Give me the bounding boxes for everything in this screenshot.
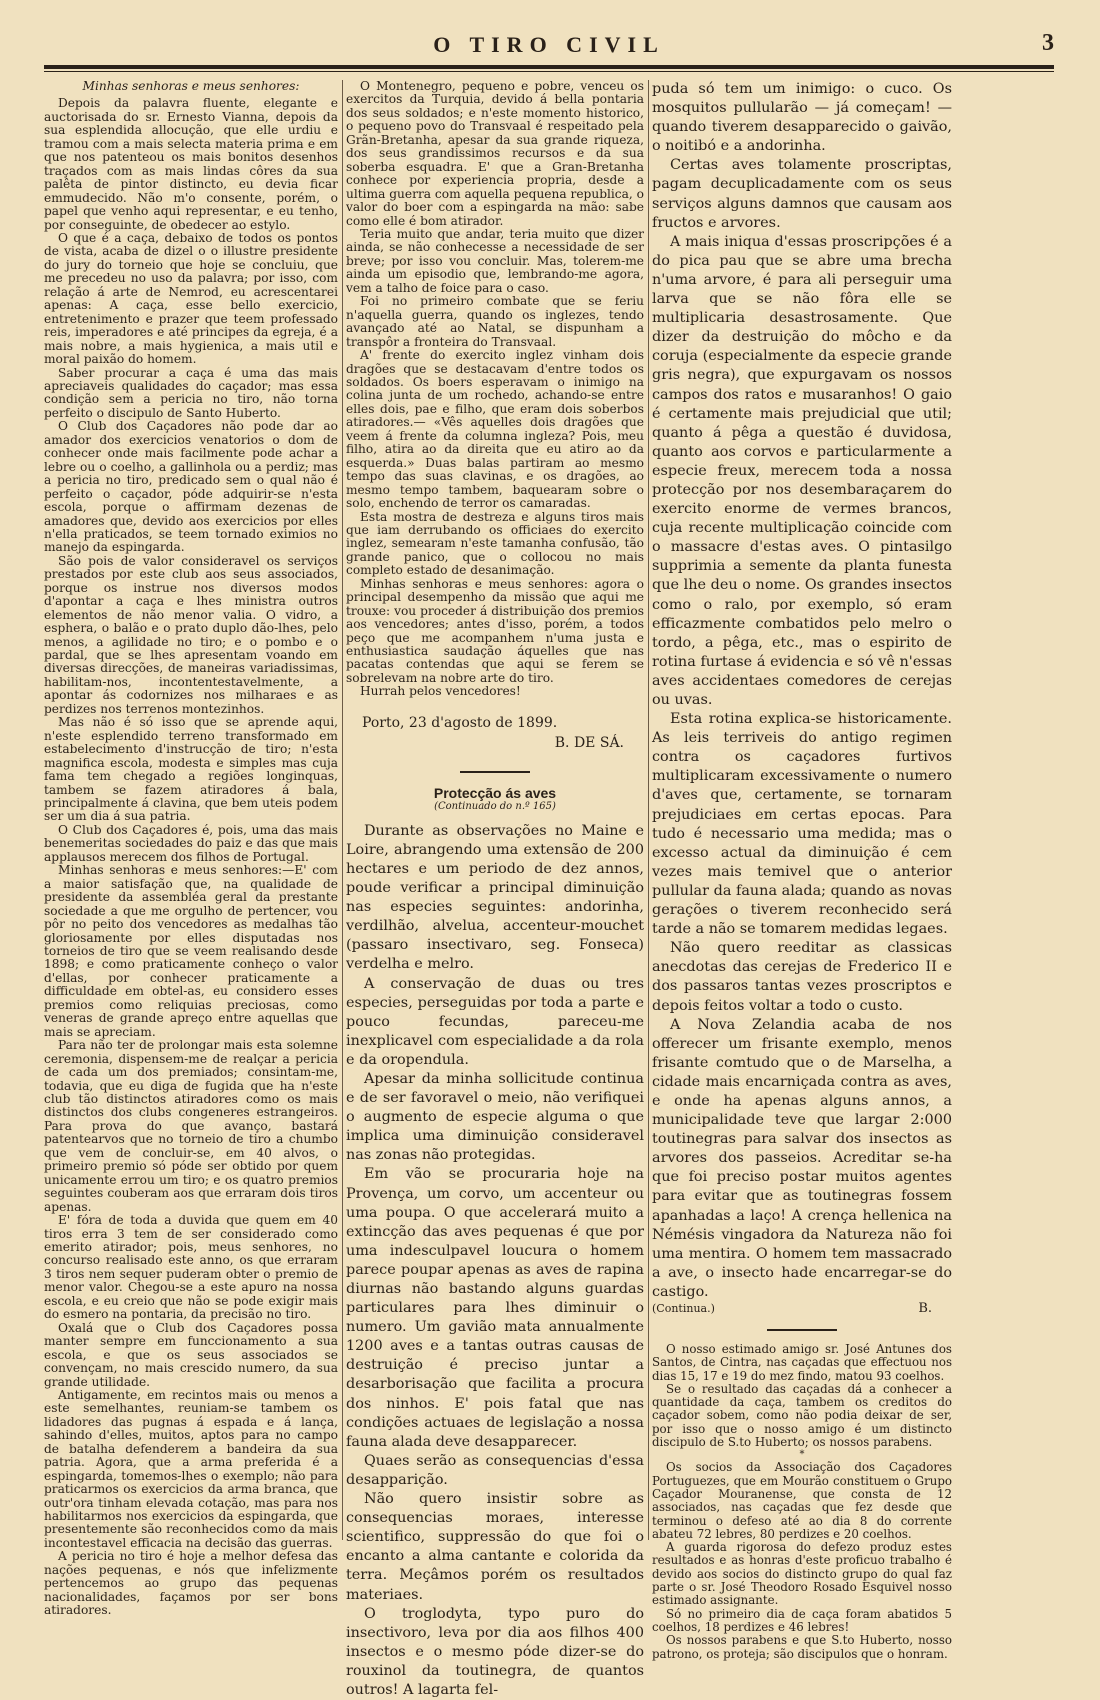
paragraph: A' frente do exercito inglez vinham dois dragões que se destacavam d'entre todos os soldados. Os boers esperavam o inimigo na colina junta de um rochedo, achando-se entre elles dois, pae e filho, que eram dois soberbos atiradores.— «Vês aquelles dois dragões que veem á frente da columna ingleza? Pois, meu filho, atira ao da direita que eu atiro ao da esquerda.» Duas balas partiram ao mesmo tempo das suas clavinas, e os dragões, ao mesmo tempo tambem, baquearam sobre o solo, enchendo de terror os camaradas. [346,348,644,511]
paragraph: O Club dos Caçadores é, pois, uma das mais benemeritas sociedades do paiz e das que mais applausos merecem dos filhos de Portugal. [44,822,338,864]
paragraph: Só no primeiro dia de caça foram abatidos 5 coelhos, 18 perdizes e 46 lebres! [652,1606,952,1634]
section-divider [460,771,530,773]
paragraph: Oxalá que o Club dos Caçadores possa manter sempre em funccionamento a sua escola, e que os seus associados se convençam, no mais crescido numero, da sua grande utilidade. [44,1320,338,1389]
continua-note: (Continua.) [652,1302,715,1315]
masthead-title: O TIRO CIVIL [433,32,665,57]
paragraph: Depois da palavra fluente, elegante e auctorisada do sr. Ernesto Vianna, depois da sua esplendida allocução, que elle urdiu e tramou com a mais selecta materia prima e em que nos patenteou os mais bonitos desenhos traçados com as mais lindas côres da sua palêta de pintor distincto, eu devia ficar emmudecido. Não m'o consente, porém, o papel que venho aqui representar, e eu tenho, por conseguinte, de obedecer ao estylo. [44,96,338,232]
page-header [44,30,1054,60]
paragraph: O nosso estimado amigo sr. José Antunes dos Santos, de Cintra, nas caçadas que effectuou nos dias 15, 17 e 19 do mez findo, matou 93 coelhos. [652,1342,952,1383]
header-rule [44,65,1054,69]
paragraph: O Montenegro, pequeno e pobre, venceu os exercitos da Turquia, devido á bella pontaria dos seus soldados; e n'este momento historico, o pequeno povo do Transvaal é respeitado pela Grãn-Bretanha, apesar da sua grande riqueza, dos seus grandissimos recursos e da sua soberba esquadra. E' que a Gran-Bretanha conhece por experiencia propria, desde a ultima guerra com aquella pequena republica, o valor do boer com a espingarda na mão: sabe como elle é bom atirador. [346,79,644,228]
article-signoff [652,1302,952,1315]
paragraph: Não quero insistir sobre as consequencias moraes, interesse scientifico, suppressão do que foi o encanto a alma cantante e colorida da terra. Meçâmos porém os resultados materiaes. [346,1491,644,1603]
column-divider [342,80,343,1540]
article-subtitle: (Continuado do n.º 165) [434,801,556,813]
place-date: Porto, 23 d'agosto de 1899. [362,714,558,731]
article-body [346,822,644,1700]
paragraph: puda só tem um inimigo: o cuco. Os mosquitos pullularão — já começam! — quando tiverem desapparecido o gaivão, o noitibó e a andorinha. [652,81,952,155]
speech-body [44,97,338,1617]
page-number: 3 [1042,30,1054,56]
paragraph: Para não ter de prolongar mais esta solemne ceremonia, dispensem-me de realçar a pericia de cada um dos premiados; consintam-me, todavia, que eu diga de fugida que ha n'este club tão distinctos atiradores como os mais distinctos dos clubs congeneres estrangeiros. Para prova do que avanço, bastará patentearvos que no torneio de tiro a chumbo que vem de concluir-se, em 40 alvos, o primeiro premio só póde ser obtido por quem unicamente errou um tiro; e os quatro premios seguintes couberam aos que erraram dois tiros apenas. [44,1038,338,1214]
paragraph: Mas não é só isso que se aprende aqui, n'este esplendido terreno transformado em estabelecimento d'instrucção de tiro; n'esta magnifica escola, modesta e simples mas cuja fama tem chegado a regiões longinquas, tambem se fazem atiradores á bala, principalmente á clavina, que bem uteis podem ser um dia á sua patria. [44,715,338,824]
paragraph: A mais iniqua d'essas proscripções é a do pica pau que se abre uma brecha n'uma arvore, é para ali perseguir uma larva que se não fôra elle se multiplicaria desastrosamente. Que dizer da destruição do môcho e da coruja (especialmente da especie grande gris negra), que expurgavam os nossos campos dos ratos e musaranhos! O gaio é certamente mais prejudicial que util; quanto á pêga a questão é duvidosa, quanto aos corvos e particularmente a especie freux, merecem toda a nossa protecção por nos desembaraçarem do exercito enorme de vermes brancos, cuja recente multiplicação coincide com o massacre d'estas aves. O pintasilgo supprimia a semente da planta funesta que lhe deu o nome. Os grandes insectos como o ralo, por exemplo, só eram efficazmente combatidos pelo melro o tordo, a pêga, etc., mas o espirito de rotina furtase á evidencia e só vê n'essas aves accidentaes comedores de cerejas ou uvas. [652,233,952,708]
paragraph: Durante as observações no Maine e Loire, abrangendo uma extensão de 200 hectares e um periodo de dez annos, poude verificar a principal diminuição nas especies seguintes: andorinha, verdilhão, alvelua, accenteur-mouchet (passaro insectivaro, seg. Fonseca) verdelha e melro. [346,822,644,973]
news-item-1 [652,1343,952,1449]
paragraph: Minhas senhoras e meus senhores:—E' com a maior satisfação que, na qualidade de presidente da assembléa geral da prestante sociedade a que me orgulho de pertencer, vou pôr no peito dos vencedores as medalhas tão gloriosamente por elles disputadas nos torneios de tiro que se veem realisando desde 1898; e como praticamente conheço o valor d'ellas, por conhecer praticamente a difficuldade em obtel-as, eu considero esses premios como reliquias preciosas, como veneras de grande apreço entre aquellas que mais se apreciam. [44,863,338,1039]
paragraph: Saber procurar a caça é uma das mais apreciaveis qualidades do caçador; mas essa condição sem a pericia no tiro, não torna perfeito o discipulo de Santo Huberto. [44,365,338,420]
paragraph: E' fóra de toda a duvida que quem em 40 tiros erra 3 tem de ser considerado como emerito atirador; pois, meus senhores, no concurso realisado este anno, os que erraram 3 tiros nem sequer puderam obter o premio de menor valor. Chegou-se a este apuro na nossa escola, e eu creio que não se pode exigir mais do esmero na pontaria, da precisão no tiro. [44,1213,338,1322]
paragraph: Esta rotina explica-se historicamente. As leis terriveis do antigo regimen contra os caçadores furtivos multiplicaram excessivamente o numero d'aves que, certamente, se tornaram prejudiciaes em certas epocas. Para tudo é necessario uma medida; mas o excesso actual da diminuição é cem vezes mais temivel que o anterior pullular da fauna alada; quando as novas gerações o tiverem reconhecido será tarde a não se tomarem medidas legaes. [652,711,952,938]
paragraph: Os socios da Associação dos Caçadores Portuguezes, que em Mourão constituem o Grupo Caçador Mouranense, que consta de 12 associados, nas caçadas que fez desde que terminou o defeso até ao dia 8 do corrente abateu 72 lebres, 80 perdizes e 20 coelhos. [652,1460,952,1541]
paragraph: O troglodyta, typo puro do insectivoro, leva por dia aos filhos 400 insectos e o mesmo póde dizer-se do rouxinol da toutinegra, de quantos outros! A lagarta fel- [346,1605,644,1698]
paragraph: Teria muito que andar, teria muito que dizer ainda, se não conhecesse a necessidade de ser breve; por isso vou concluir. Mas, tolerem-me ainda um episodio que, lembrando-me agora, vem a talho de foice para o caso. [346,226,644,295]
column-1 [44,79,338,1618]
article-title: Protecção ás aves [433,784,557,801]
salutation: Minhas senhoras e meus senhores: [82,79,300,93]
paragraph: Foi no primeiro combate que se feriu n'aquella guerra, quando os inglezes, tendo avançado até ao Natal, se dispunham a transpôr a fronteira do Transvaal. [346,294,644,349]
column-3 [652,80,952,1661]
paragraph: Antigamente, em recintos mais ou menos a este semelhantes, reuniam-se tambem os lidadores das pugnas á espada e á lança, sahindo d'elles, muitos, aptos para no campo de batalha defenderem a bandeira da sua patria. Agora, que a arma preferida é a espingarda, tomemos-lhes o exemplo; não para praticarmos os exercicios da arma branca, que outr'ora tinham elevada cotação, mas para nos habilitarmos nos exercicios da espingarda, que presentemente são reconhecidos como da mais incontestavel efficacia na decisão das guerras. [44,1387,338,1550]
article-continuation [652,80,952,1302]
paragraph: São pois de valor consideravel os serviços prestados por este club aos seus associados, porque os instrue nos diversos modos d'apontar a caça e lhes ministra outros elementos de não menor valia. O vidro, a esphera, o balão e o prato duplo dão-lhes, pelo menos, a agilidade no tiro; e o pombo e o pardal, que se lhes apresentam voando em diversas direcções, de maneiras variadissimas, habilitam-nos, incontentestavelmente, a apontar ás codornizes nos milharaes e as perdizes nos terrenos montezinhos. [44,553,338,716]
paragraph: Em vão se procuraria hoje na Provença, um corvo, um accenteur ou uma poupa. O que accelerará muito a extincção das aves pequenas é que por uma indesculpavel loucura o homem parece poupar apenas as aves de rapina diurnas não bastando alguns guardas particulares para lhes diminuir o numero. Um gavião mata annualmente 1200 aves e a tantas outras causas de destruição é preciso juntar a desarborisação que facilita a procura dos ninhos. E' pois fatal que nas condições actuaes de legislação a nossa fauna alada deve desapparecer. [346,1166,644,1450]
article-initial: B. [918,1301,932,1316]
paragraph: A guarda rigorosa do defezo produz estes resultados e as honras d'este proficuo trabalho é devido aos socios do distincto grupo do qual faz parte o sr. José Theodoro Rosado Esquivel nosso estimado assignante. [652,1540,952,1608]
paragraph: O Club dos Caçadores não pode dar ao amador dos exercicios venatorios o dom de conhecer onde mais facilmente pode achar a lebre ou o coelho, a gallinhola ou a perdiz; mas a pericia no tiro, predicado sem o qual não é perfeito o caçador, póde adquirir-se n'esta escola, porque o affirmam dezenas de amadores que, devido aos exercicios por elles n'ella praticados, se teem tornado eximios no manejo da espingarda. [44,419,338,555]
paragraph: Não quero reeditar as classicas anecdotas das cerejas de Frederico II e dos passaros tantas vezes proscriptos e depois feitos voltar a todo o custo. [652,940,952,1014]
speech-continuation [346,80,644,699]
header-rule-thin [44,71,1054,72]
column-divider [648,80,649,1540]
paragraph: Minhas senhoras e meus senhores: agora o principal desempenho da missão que aqui me trouxe: vou proceder á distribuição dos premios aos vencedores; antes d'isso, porém, a todos peço que me acompanhem n'uma justa e enthusiastica saudação áquelles que nas pacatas contendas que aqui se ferem se sobrelevam na nobre arte do tiro. [346,576,644,685]
column-2 [346,79,644,1698]
paragraph: Quaes serão as consequencias d'essa desapparição. [346,1452,644,1488]
news-item-2 [652,1461,952,1660]
signature: B. DE SÁ. [554,734,624,751]
paragraph: A conservação de duas ou tres especies, perseguidas por toda a parte e pouco fecundas, pareceu-me inexplicavel com especialidade a da rola e da oropendula. [346,975,644,1068]
separator-asterisk: * [799,1449,805,1461]
paragraph: Se o resultado das caçadas dá a conhecer a quantidade da caça, tambem os creditos do caçador sobem, como não podia deixar de ser, por isso que o nosso amigo é um distincto discipulo de S.to Huberto; os nossos parabens. [652,1381,952,1450]
paragraph: Os nossos parabens e que S.to Huberto, nosso patrono, os proteja; são discipulos que o honram. [652,1633,952,1661]
paragraph: A pericia no tiro é hoje a melhor defesa das nações pequenas, e nós que infelizmente pertencemos ao grupo das pequenas nacionalidades, façamos por ser bons atiradores. [44,1549,338,1618]
paragraph: O que é a caça, debaixo de todos os pontos de vista, acaba de dizel o o illustre presidente do jury do torneio que hoje se concluiu, que me precedeu no uso da palavra; por isso, com relação á arte de Nemrod, eu acrescentarei apenas: A caça, esse bello exercicio, entretenimento e prazer que teem professado reis, imperadores e até principes da egreja, é a mais nobre, a mais hygienica, a mais util e moral paixão do homem. [44,230,338,367]
section-divider [767,1329,837,1331]
speech-signoff [346,713,644,753]
paragraph: Esta mostra de destreza e alguns tiros mais que iam derrubando os officiaes do exercito inglez, semearam n'este tamanha confusão, tão grande panico, que o collocou no mais completo estado de desanimação. [346,509,644,578]
paragraph: Apesar da minha sollicitude continua e de ser favoravel o meio, não verifiquei o augmento de especie alguma o que implica uma diminuição consideravel nas zonas não protegidas. [346,1070,644,1164]
paragraph: A Nova Zelandia acaba de nos offerecer um frisante exemplo, menos frisante comtudo que o de Marselha, a cidade mais encarniçada contra as aves, e onde ha apenas alguns annos, a municipalidade teve que largar 2:000 toutinegras para salvar dos insectos as arvores dos passeios. Acreditar se-ha que foi preciso postar muitos agentes para evitar que as toutinegras fossem apanhadas a laço! A crença hellenica na Némésis vingadora da Natureza não foi uma mentira. O homem tem massacrado a ave, o insecto hade encarregar-se do castigo. [652,1016,952,1300]
paragraph: Certas aves tolamente proscriptas, pagam decuplicadamente com os seus serviços alguns damnos que causam aos fructos e arvores. [652,157,952,231]
paragraph: Hurrah pelos vencedores! [360,684,521,699]
